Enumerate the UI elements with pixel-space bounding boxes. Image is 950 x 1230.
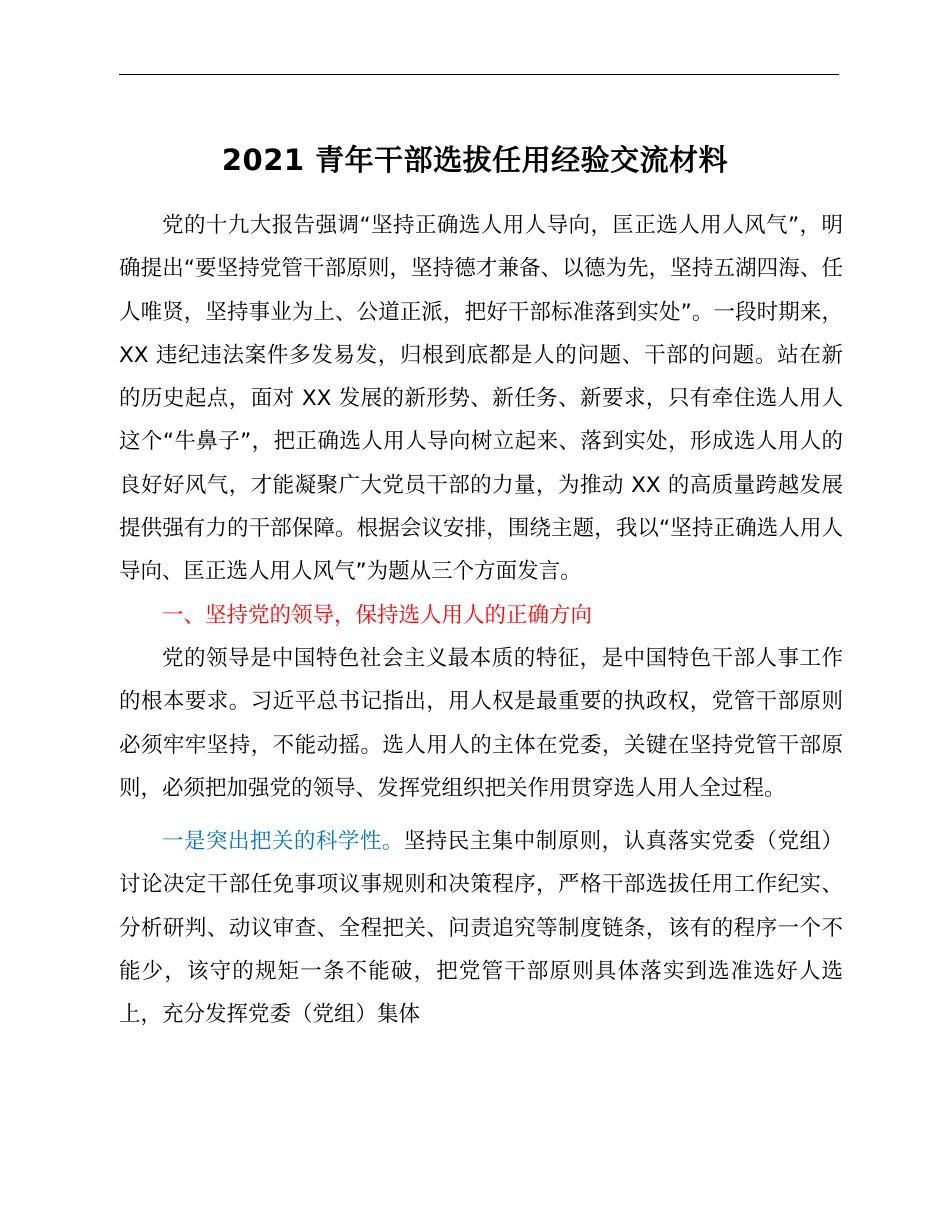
section-heading-1: 一、坚持党的领导，保持选人用人的正确方向 bbox=[162, 602, 593, 628]
point-1-lead: 一是突出把关的科学性。 bbox=[162, 829, 404, 855]
document-title: 2021 青年干部选拔任用经验交流材料 bbox=[221, 143, 729, 177]
section-1-paragraph: 党的领导是中国特色社会主义最本质的特征，是中国特色干部人事工作的根本要求。习近平总书记指出，用人权是最重要的执政权，党管干部原则必须牢牢坚持，不能动摇。选人用人的主体在党委，关键在坚持党管干部原则，必须把加强党的领导、发挥党组织把关作用贯穿选人用人全过程。 bbox=[119, 645, 843, 801]
header-rule bbox=[119, 74, 839, 75]
intro-paragraph: 党的十九大报告强调“坚持正确选人用人导向，匡正选人用人风气”，明确提出“要坚持党管干部原则，坚持德才兼备、以德为先，坚持五湖四海、任人唯贤，坚持事业为上、公道正派，把好干部标准落到实处”。一段时期来，XX 违纪违法案件多发易发，归根到底都是人的问题、干部的问题。站在新的历史起点，面对 XX 发展的新形势、新任务、新要求，只有牵住选人用人这个“牛鼻子”，把正确选人用人导向树立起来、落到实处，形成选人用人的良好好风气，才能凝聚广大党员干部的力量，为推动 XX 的高质量跨越发展提供强有力的干部保障。根据会议安排，围绕主题，我以“坚持正确选人用人导向、匡正选人用人风气”为题从三个方面发言。 bbox=[119, 213, 843, 585]
point-1-body: 坚持民主集中制原则，认真落实党委（党组）讨论决定干部任免事项议事规则和决策程序，严格干部选拔任用工作纪实、分析研判、动议审查、全程把关、问责追究等制度链条，该有的程序一个不能少，该守的规矩一条不能破，把党管干部原则具体落实到选准选好人选上，充分发挥党委（党组）集体 bbox=[119, 829, 843, 1028]
point-1-paragraph bbox=[119, 820, 843, 1036]
document-body bbox=[119, 204, 843, 1037]
